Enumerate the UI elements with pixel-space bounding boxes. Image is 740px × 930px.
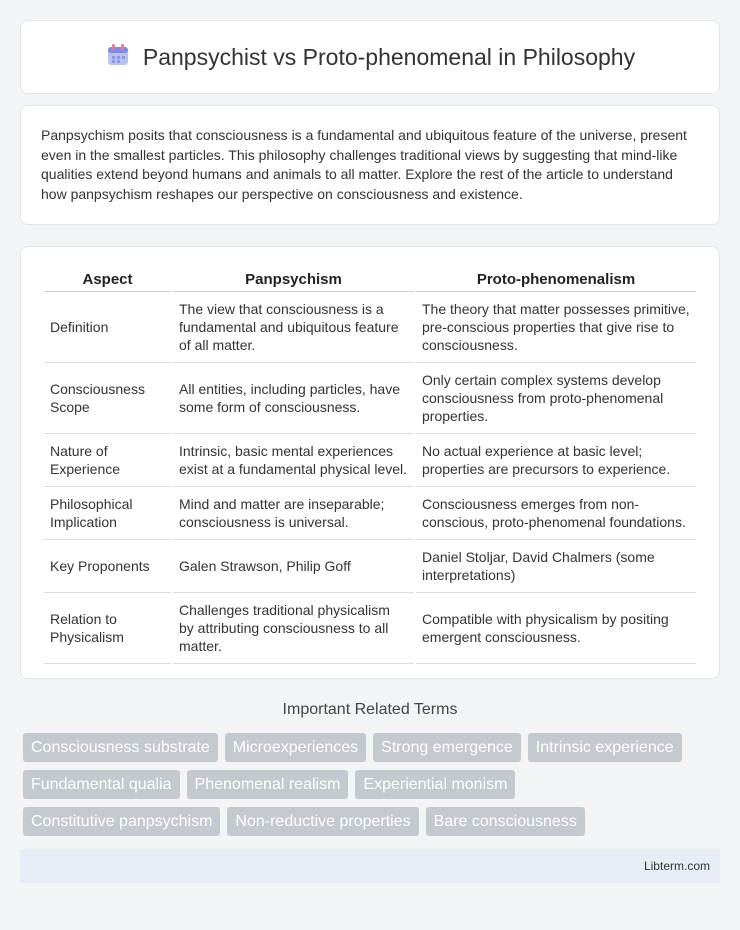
related-term-tag[interactable]: Microexperiences [225, 733, 366, 762]
page-footer [20, 849, 720, 883]
row-aspect: Relation to Physicalism [44, 593, 171, 664]
comparison-card [20, 246, 720, 679]
row-panpsychism: All entities, including particles, have some form of consciousness. [173, 363, 414, 434]
related-term-tag[interactable]: Fundamental qualia [23, 770, 180, 799]
row-panpsychism: Galen Strawson, Philip Goff [173, 540, 414, 593]
table-header-row [44, 265, 696, 292]
header-aspect: Aspect [44, 265, 171, 292]
page-header [20, 20, 720, 94]
related-term-tag[interactable]: Bare consciousness [426, 807, 585, 836]
related-term-tag[interactable]: Non-reductive properties [227, 807, 418, 836]
row-panpsychism: Intrinsic, basic mental experiences exist at a fundamental physical level. [173, 434, 414, 487]
row-proto: No actual experience at basic level; properties are precursors to experience. [416, 434, 696, 487]
row-aspect: Philosophical Implication [44, 487, 171, 540]
row-aspect: Key Proponents [44, 540, 171, 593]
related-term-tag[interactable]: Consciousness substrate [23, 733, 218, 762]
footer-brand-link[interactable]: Libterm.com [643, 859, 710, 873]
intro-card [20, 105, 720, 225]
row-aspect: Nature of Experience [44, 434, 171, 487]
table-row [44, 434, 696, 487]
comparison-table [42, 265, 698, 664]
row-proto: The theory that matter possesses primitive, pre-conscious properties that give rise to consciousness. [416, 292, 696, 363]
page-title: Panpsychist vs Proto-phenomenal in Philosophy [142, 43, 636, 70]
row-aspect: Consciousness Scope [44, 363, 171, 434]
row-proto: Consciousness emerges from non-conscious, proto-phenomenal foundations. [416, 487, 696, 540]
header-panpsychism: Panpsychism [173, 265, 414, 292]
intro-text: Panpsychism posits that consciousness is a fundamental and ubiquitous feature of the universe, present even in the smallest particles. This philosophy challenges traditional views by suggesting that mind-like qualities extend beyond humans and animals to all matter. Explore the rest of the article to understand how panpsychism reshapes our perspective on consciousness and existence. [41, 127, 687, 202]
related-term-tag[interactable]: Intrinsic experience [528, 733, 682, 762]
row-proto: Daniel Stoljar, David Chalmers (some interpretations) [416, 540, 696, 593]
row-aspect: Definition [44, 292, 171, 363]
related-term-tag[interactable]: Strong emergence [373, 733, 521, 762]
table-row [44, 363, 696, 434]
related-term-tag[interactable]: Phenomenal realism [187, 770, 349, 799]
related-term-tag[interactable]: Experiential monism [355, 770, 515, 799]
table-row [44, 540, 696, 593]
calendar-icon [105, 42, 131, 73]
row-panpsychism: Challenges traditional physicalism by attributing consciousness to all matter. [173, 593, 414, 664]
row-proto: Only certain complex systems develop consciousness from proto-phenomenal properties. [416, 363, 696, 434]
related-term-tag[interactable]: Constitutive panpsychism [23, 807, 220, 836]
table-row [44, 593, 696, 664]
related-terms-list [20, 733, 720, 836]
row-panpsychism: The view that consciousness is a fundamental and ubiquitous feature of all matter. [173, 292, 414, 363]
header-proto-phenomenalism: Proto-phenomenalism [416, 265, 696, 292]
row-proto: Compatible with physicalism by positing emergent consciousness. [416, 593, 696, 664]
row-panpsychism: Mind and matter are inseparable; consciousness is universal. [173, 487, 414, 540]
table-row [44, 487, 696, 540]
related-terms-title: Important Related Terms [282, 701, 458, 718]
table-row [44, 292, 696, 363]
